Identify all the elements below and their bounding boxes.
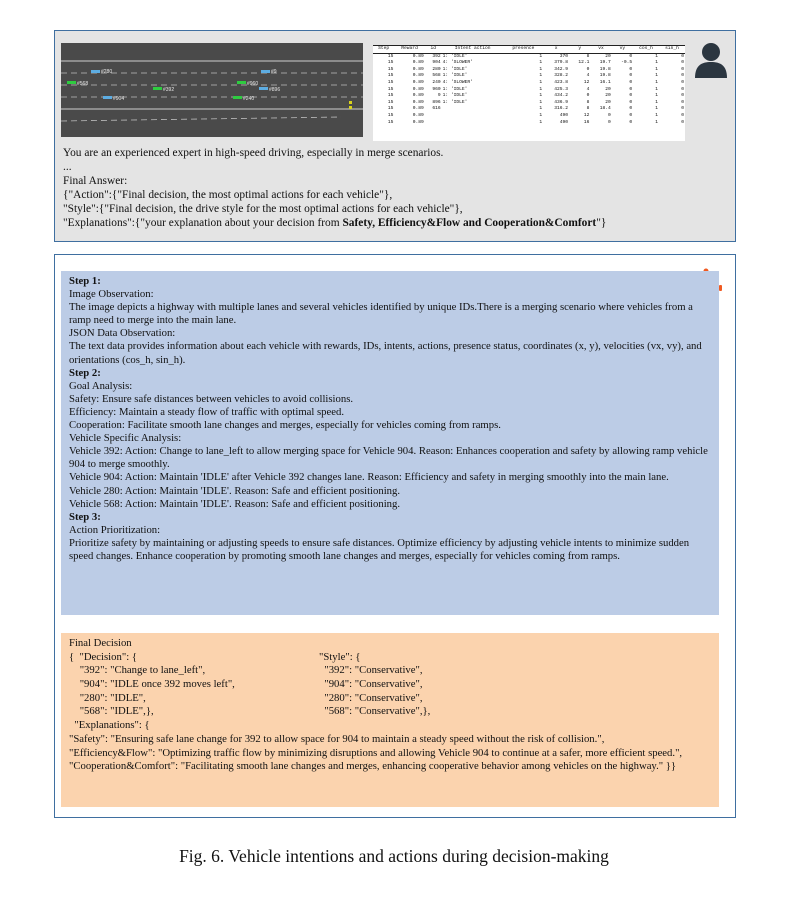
table-cell: 328.2: [554, 73, 569, 79]
section-title: Action Prioritization:: [69, 523, 161, 536]
table-cell: 0: [681, 112, 684, 118]
decision-568: "568": "IDLE",},: [69, 705, 154, 718]
explanation-cooperation: "Cooperation&Comfort": "Facilitating smooth lane changes and merges, enhancing cooperative behavior among vehicles on the highway." }}: [69, 760, 677, 773]
table-cell: 0: [681, 79, 684, 85]
table-header-cell: vy: [612, 46, 633, 54]
table-cell: 0.89: [412, 93, 424, 99]
table-cell: 0.89: [412, 66, 424, 72]
style-568: "568": "Conservative",},: [319, 705, 431, 718]
vehicle-label: #896: [269, 87, 281, 93]
table-cell: 15: [387, 99, 394, 105]
table-cell: 15: [387, 53, 394, 59]
final-line: [69, 705, 711, 719]
vehicle-568: [67, 81, 76, 84]
table-cell: 392: [432, 53, 441, 59]
table-cell: 1: [655, 93, 658, 99]
table-cell: 0: [681, 106, 684, 112]
figure-caption: Fig. 6. Vehicle intentions and actions during decision-making: [179, 846, 609, 866]
decision-open: { "Decision": {: [69, 650, 137, 663]
table-cell: 0: [681, 86, 684, 92]
table-cell: 896: [432, 99, 441, 105]
ramp-marker-1: [349, 101, 352, 104]
table-cell: [425, 120, 442, 127]
table-cell: 0: [629, 93, 633, 99]
table-cell: [425, 113, 442, 120]
table-cell: 568: [432, 73, 441, 79]
style-392: "392": "Conservative",: [319, 664, 423, 677]
decision-904: "904": "IDLE once 392 moves left",: [69, 678, 235, 691]
table-cell: 0.89: [412, 119, 424, 125]
table-cell: 1: [655, 99, 658, 105]
table-cell: 1: 'IDLE': [442, 73, 468, 79]
table-header-cell: id: [425, 46, 442, 54]
table-cell: 0.89: [412, 86, 424, 92]
table-cell: [442, 120, 504, 127]
prompt-line: ...: [63, 160, 72, 173]
final-decision-block: [61, 633, 719, 807]
table-cell: 1: [655, 106, 658, 112]
final-title: [69, 637, 711, 651]
table-cell: 0: [629, 66, 633, 72]
vehicle-896: [259, 87, 268, 90]
highway-scene-image: [61, 43, 363, 137]
table-cell: 0: [629, 106, 633, 112]
table-cell: 0: [629, 86, 633, 92]
table-cell: 12.1: [578, 60, 590, 66]
table-cell: -0.5: [621, 60, 633, 66]
table-cell: 1: [655, 79, 658, 85]
table-cell: 8: [586, 106, 590, 112]
table-cell: 16.1: [599, 79, 611, 85]
table-cell: 1: [655, 86, 658, 92]
table-cell: 0: [629, 119, 633, 125]
table-cell: 4: 'SLOWER': [442, 60, 473, 66]
table-header-cell: Intent action: [442, 46, 504, 54]
table-header-cell: x: [543, 46, 569, 54]
reasoning-block: [61, 271, 719, 615]
table-header-row: [373, 46, 685, 54]
table-cell: 0.89: [412, 53, 424, 59]
final-title-text: Final Decision: [69, 637, 132, 649]
table-cell: 1: [539, 119, 543, 125]
vehicle-label: #904: [113, 96, 125, 102]
vehicle-9: [261, 70, 270, 73]
paragraph: Efficiency: Maintain a steady flow of traffic with optimal speed.: [69, 405, 345, 418]
table-cell: 12: [583, 112, 590, 118]
decision-392: "392": "Change to lane_left",: [69, 664, 206, 677]
table-cell: 15: [387, 119, 394, 125]
table-row: [373, 106, 685, 113]
table-cell: 1: [655, 53, 658, 59]
table-cell: 15: [387, 86, 394, 92]
table-cell: 904: [432, 60, 441, 66]
table-cell: 960: [432, 86, 441, 92]
explanation-efficiency: "Efficiency&Flow": "Optimizing traffic flow by minimizing disruptions and allowing Vehicle 904 to continue at a safer, more efficient speed.",: [69, 746, 683, 759]
prompt-line6-pre: "Explanations":{"your explanation about your decision from: [63, 216, 343, 229]
vehicle-label: #9: [271, 69, 277, 75]
explanation-safety: "Safety": "Ensuring safe lane change for 392 to allow space for 904 to maintain a steady speed without the risk of collision.",: [69, 732, 605, 745]
table-row: [373, 93, 685, 100]
table-cell: 1: 'IDLE': [442, 86, 468, 92]
vehicle-state-table: [373, 45, 685, 141]
prompt-line: Final Answer:: [63, 174, 128, 187]
response-panel: [54, 254, 736, 818]
table-cell: 0: [629, 112, 633, 118]
table-row: [373, 80, 685, 87]
table-cell: 0: [629, 73, 633, 79]
step-heading: Step 2:: [69, 366, 101, 379]
explanations-open: "Explanations": {: [69, 719, 150, 732]
vehicle-label: #280: [101, 69, 113, 75]
table-cell: [442, 113, 504, 120]
table-cell: 0: [681, 99, 684, 105]
final-line: [69, 719, 711, 733]
table-cell: 1: [655, 66, 658, 72]
table-cell: 4: [586, 73, 590, 79]
table-cell: 15: [387, 73, 394, 79]
table-cell: 0: [681, 60, 684, 66]
section-title: Vehicle Specific Analysis:: [69, 432, 182, 445]
table-cell: 0: [629, 79, 633, 85]
table-cell: 1: [539, 93, 543, 99]
table-cell: 4: [586, 86, 590, 92]
section-title: Goal Analysis:: [69, 379, 133, 392]
table-cell: 0: [607, 119, 611, 125]
vehicle-960: [237, 81, 246, 84]
table-cell: 9: [437, 93, 441, 99]
vehicle-240: [233, 96, 242, 99]
table-cell: 1: [539, 112, 543, 118]
table-cell: 1: 'IDLE': [442, 66, 468, 72]
final-line: [69, 692, 711, 706]
table-cell: 0: [681, 73, 684, 79]
table-row: [373, 73, 685, 80]
table-header-cell: Reward: [394, 46, 424, 54]
table-row: [373, 60, 685, 67]
table-cell: 423.8: [554, 79, 569, 85]
table-cell: 0: [629, 99, 633, 105]
table-cell: 8: [586, 53, 590, 59]
table-header-cell: vx: [590, 46, 611, 54]
style-open: "Style": {: [319, 650, 361, 663]
step-heading: Step 1:: [69, 275, 101, 287]
table-cell: 12: [583, 79, 590, 85]
step-heading: Step 3:: [69, 510, 101, 523]
table-cell: 1: [655, 112, 658, 118]
paragraph: Prioritize safety by maintaining or adjusting speeds to ensure safe distances. Optimize efficiency by adjusting vehicle intents to minimize sudden speed changes. Enhance cooperation by promoting smooth lane changes and merges, especially for vehicles coming from ramps.: [69, 536, 690, 562]
table-cell: 1: 'IDLE': [442, 53, 468, 59]
table-cell: 18.4: [599, 106, 611, 112]
table-cell: 19.8: [599, 66, 611, 72]
table-cell: 15: [387, 79, 394, 85]
table-cell: 1: [655, 73, 658, 79]
table-cell: 1: [539, 66, 543, 72]
table-header-cell: y: [569, 46, 590, 54]
table-cell: 15: [387, 106, 394, 112]
paragraph: Cooperation: Facilitate smooth lane changes and merges, especially for vehicles coming from ramps.: [69, 419, 501, 432]
table-cell: 1: [539, 79, 543, 85]
table-cell: 8: [586, 99, 590, 105]
prompt-line6-bold: Safety, Efficiency&Flow and Cooperation&Comfort: [342, 216, 597, 229]
prompt-line: [63, 217, 727, 231]
table-row: [373, 120, 685, 127]
final-line: [69, 651, 711, 665]
table-cell: 370: [559, 53, 569, 59]
decision-280: "280": "IDLE",: [69, 691, 146, 704]
table-cell: 0: [681, 119, 684, 125]
paragraph: Safety: Ensure safe distances between vehicles to avoid collisions.: [69, 392, 354, 405]
table-cell: 1: [539, 60, 543, 66]
table-cell: 20: [605, 99, 611, 105]
vehicle-280: [91, 70, 100, 73]
vehicle-label: #568: [77, 81, 89, 87]
table-cell: 1: [539, 86, 543, 92]
paragraph: The image depicts a highway with multiple lanes and several vehicles identified by unique IDs.There is a merging scenario where vehicles from a ramp need to merge into the main lane.: [69, 301, 693, 327]
user-avatar-icon: [691, 39, 731, 79]
table-cell: 616: [432, 106, 441, 112]
table-header-cell: cos_h: [633, 46, 659, 54]
table-header-cell: Step: [373, 46, 394, 54]
paragraph: Vehicle 568: Action: Maintain 'IDLE'. Reason: Safe and efficient positioning.: [69, 497, 401, 510]
style-904: "904": "Conservative",: [319, 678, 423, 691]
table-cell: 1: 'IDLE': [442, 99, 468, 105]
table-cell: 1: [539, 73, 543, 79]
table-cell: 240: [432, 79, 441, 85]
table-cell: [442, 106, 504, 113]
table-cell: 19.8: [599, 73, 611, 79]
table-header-cell: sin_h: [659, 46, 685, 54]
final-line: [69, 678, 711, 692]
table-cell: 15: [387, 60, 394, 66]
table-cell: 20: [605, 53, 611, 59]
table-cell: 16: [583, 119, 590, 125]
table-cell: 4: 'SLOWER': [442, 79, 473, 85]
prompt-line: "Style":{"Final decision, the drive style for the most optimal actions for each vehicle"},: [63, 202, 463, 215]
table-row: [373, 113, 685, 120]
paragraph: Vehicle 280: Action: Maintain 'IDLE'. Reason: Safe and efficient positioning.: [69, 484, 401, 497]
section-title: Image Observation:: [69, 288, 154, 301]
table-cell: 436.9: [554, 99, 569, 105]
table-cell: 0: [681, 66, 684, 72]
highway-svg: [61, 43, 363, 137]
final-line: [69, 664, 711, 678]
table-cell: 0: [586, 93, 590, 99]
vehicle-904: [103, 96, 112, 99]
table-cell: 1: [655, 60, 658, 66]
table-header-cell: presence: [504, 46, 543, 54]
table-cell: 379.8: [554, 60, 569, 66]
table-cell: 1: 'IDLE': [442, 93, 468, 99]
paragraph: Vehicle 904: Action: Maintain 'IDLE' after Vehicle 392 changes lane. Reason: Efficiency and safety in merging smoothly into the main lane.: [69, 471, 669, 484]
table-cell: 0.89: [412, 79, 424, 85]
table-cell: 15: [387, 93, 394, 99]
style-280: "280": "Conservative",: [319, 691, 423, 704]
prompt-text: [63, 147, 727, 230]
table-cell: 0.89: [412, 73, 424, 79]
prompt-line: {"Action":{"Final decision, the most optimal actions for each vehicle"},: [63, 188, 393, 201]
table-cell: 20: [605, 93, 611, 99]
table-cell: 316.2: [554, 106, 569, 112]
vehicle-label: #240: [243, 96, 255, 102]
ramp-marker-2: [349, 106, 352, 109]
table-cell: 280: [432, 66, 441, 72]
table-cell: 0: [681, 93, 684, 99]
table-cell: 0: [586, 66, 590, 72]
table-cell: 0.89: [412, 60, 424, 66]
section-title: JSON Data Observation:: [69, 327, 176, 340]
table-cell: 490: [559, 112, 569, 118]
table-cell: 490: [559, 119, 569, 125]
table-body: [373, 53, 685, 126]
vehicle-label: #960: [247, 81, 259, 87]
table-cell: 0.89: [412, 106, 424, 112]
table-cell: 0.89: [412, 112, 424, 118]
table-cell: 0: [607, 112, 611, 118]
prompt-line6-post: "}: [596, 216, 607, 229]
table-cell: 0: [681, 53, 684, 59]
prompt-panel: [54, 30, 736, 242]
prompt-line: You are an experienced expert in high-speed driving, especially in merge scenarios.: [63, 147, 444, 159]
table-cell: 1: [539, 53, 543, 59]
table-cell: 19.7: [599, 60, 611, 66]
vehicle-392: [153, 87, 162, 90]
table-cell: 0.89: [412, 99, 424, 105]
table-cell: 1: [539, 99, 543, 105]
table-cell: 20: [605, 86, 611, 92]
vehicle-label: #392: [163, 87, 175, 93]
table-cell: 15: [387, 112, 394, 118]
table-cell: 1: [655, 119, 658, 125]
paragraph: The text data provides information about each vehicle with rewards, IDs, intents, actions, presence status, coordinates (x, y), velocities (vx, vy), and orientations (cos_h, sin_h).: [69, 340, 702, 366]
paragraph: Vehicle 392: Action: Change to lane_left to allow merging space for Vehicle 904. Reason: Enhances cooperation and safety by allowing ramp vehicle 904 to merge smoothly.: [69, 445, 708, 471]
table-cell: 1: [539, 106, 543, 112]
table-cell: 0: [629, 53, 633, 59]
table-cell: 342.9: [554, 66, 569, 72]
table-cell: 425.3: [554, 86, 569, 92]
table-cell: 15: [387, 66, 394, 72]
table-cell: 434.2: [554, 93, 569, 99]
